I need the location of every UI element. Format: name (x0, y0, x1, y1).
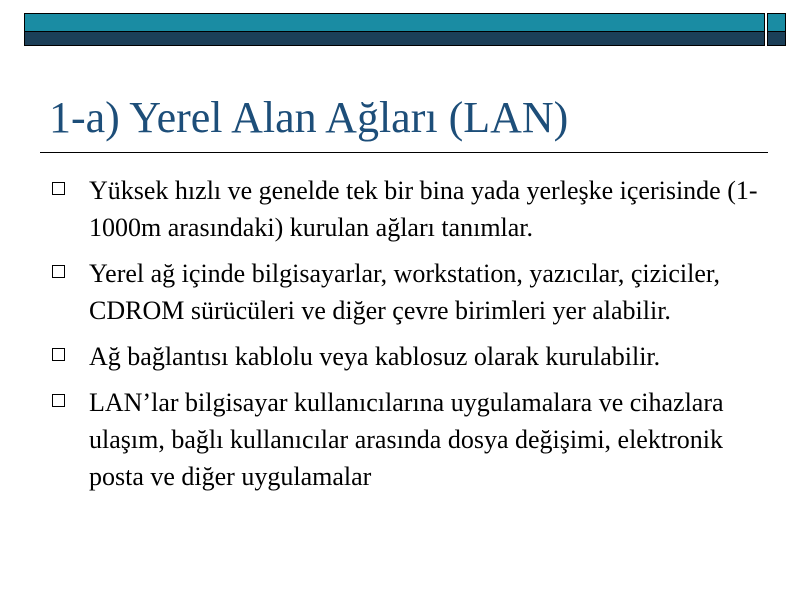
bullet-item (48, 384, 768, 495)
square-bullet-icon (52, 394, 65, 407)
bullet-text: LAN’lar bilgisayar kullanıcılarına uygulamalara ve cihazlara ulaşım, bağlı kullanıcılar arasında dosya değişimi, elektronik posta ve diğer uygulamalar (89, 388, 724, 491)
title-divider (40, 152, 768, 153)
bullet-text: Yerel ağ içinde bilgisayarlar, workstation, yazıcılar, çiziciler, CDROM sürücüleri ve diğer çevre birimleri yer alabilir. (89, 259, 720, 325)
square-bullet-icon (52, 348, 65, 361)
header-square-bottom (767, 32, 786, 46)
header-bar-top (24, 13, 765, 32)
header-square-top (767, 13, 786, 32)
bullet-text: Ağ bağlantısı kablolu veya kablosuz olarak kurulabilir. (89, 342, 661, 371)
bullet-text: Yüksek hızlı ve genelde tek bir bina yada yerleşke içerisinde (1-1000m arasındaki) kurulan ağları tanımlar. (89, 176, 758, 242)
bullet-item (48, 172, 768, 246)
bullet-list (48, 172, 768, 504)
square-bullet-icon (52, 265, 65, 278)
square-bullet-icon (52, 182, 65, 195)
slide-title: 1-a) Yerel Alan Ağları (LAN) (49, 93, 569, 142)
bullet-item (48, 338, 768, 375)
header-bar-bottom (24, 32, 765, 46)
bullet-item (48, 255, 768, 329)
